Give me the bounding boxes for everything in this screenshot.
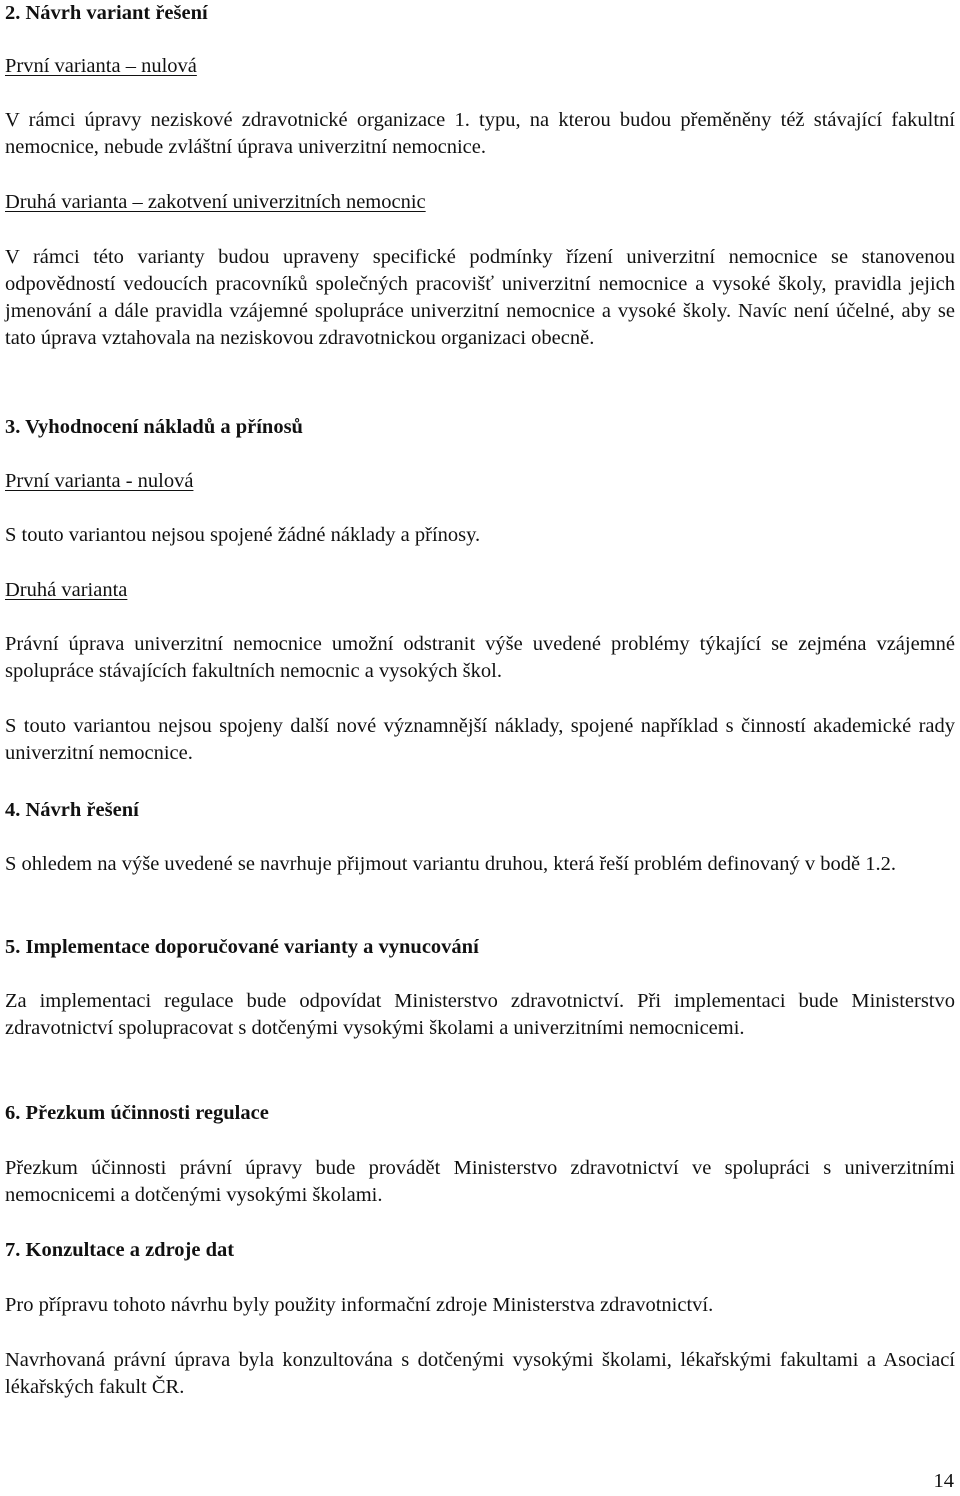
section-3-variant-2-text-1: Právní úprava univerzitní nemocnice umožní odstranit výše uvedené problémy týkající se zejména vzájemné spolupráce stávajících fakultních nemocnic a vysokých škol. [5, 633, 955, 682]
section-2-variant-2-text: V rámci této varianty budou upraveny specifické podmínky řízení univerzitní nemocnice se stanovenou odpovědností vedoucích pracovníků společných pracovišť univerzitní nemocnice a vysoké školy, pravidla jejich jmenování a dále pravidla vzájemné spolupráce univerzitní nemocnice a vysoké školy. Navíc není účelné, aby se tato úprava vztahovala na neziskovou zdravotnickou organizaci obecně. [5, 246, 955, 349]
section-2-variant-2-title: Druhá varianta – zakotvení univerzitních nemocnic [5, 191, 426, 213]
section-3-variant-1-text: S touto variantou nejsou spojené žádné náklady a přínosy. [5, 524, 481, 546]
section-6-text: Přezkum účinnosti právní úpravy bude provádět Ministerstvo zdravotnictví ve spolupráci s univerzitními nemocnicemi a dotčenými vysokými školami. [5, 1157, 955, 1206]
section-2-heading: 2. Návrh variant řešení [5, 2, 208, 24]
section-3-variant-2-text-2: S touto variantou nejsou spojeny další nové významnější náklady, spojené například s činností akademické rady univerzitní nemocnice. [5, 715, 955, 764]
section-3-variant-1-title: První varianta - nulová [5, 470, 194, 492]
section-5-heading: 5. Implementace doporučované varianty a vynucování [5, 936, 479, 958]
section-3-variant-2-title: Druhá varianta [5, 579, 128, 601]
section-6-heading: 6. Přezkum účinnosti regulace [5, 1102, 269, 1124]
section-2-variant-1-title: První varianta – nulová [5, 55, 197, 77]
page-number: 14 [933, 1470, 954, 1492]
section-7-heading: 7. Konzultace a zdroje dat [5, 1239, 235, 1261]
section-7-text-2: Navrhovaná právní úprava byla konzultována s dotčenými vysokými školami, lékařskými fakultami a Asociací lékařských fakult ČR. [5, 1349, 955, 1398]
section-4-text: S ohledem na výše uvedené se navrhuje přijmout variantu druhou, která řeší problém definovaný v bodě 1.2. [5, 853, 896, 875]
section-4-heading: 4. Návrh řešení [5, 799, 139, 821]
section-7-text-1: Pro přípravu tohoto návrhu byly použity informační zdroje Ministerstva zdravotnictví. [5, 1294, 714, 1316]
section-3-heading: 3. Vyhodnocení nákladů a přínosů [5, 416, 303, 438]
section-2-variant-1-text: V rámci úpravy neziskové zdravotnické organizace 1. typu, na kterou budou přeměněny též stávající fakultní nemocnice, nebude zvláštní úprava univerzitní nemocnice. [5, 109, 955, 158]
section-5-text: Za implementaci regulace bude odpovídat Ministerstvo zdravotnictví. Při implementaci bude Ministerstvo zdravotnictví spolupracovat s dotčenými vysokými školami a univerzitními nemocnicemi. [5, 990, 955, 1039]
